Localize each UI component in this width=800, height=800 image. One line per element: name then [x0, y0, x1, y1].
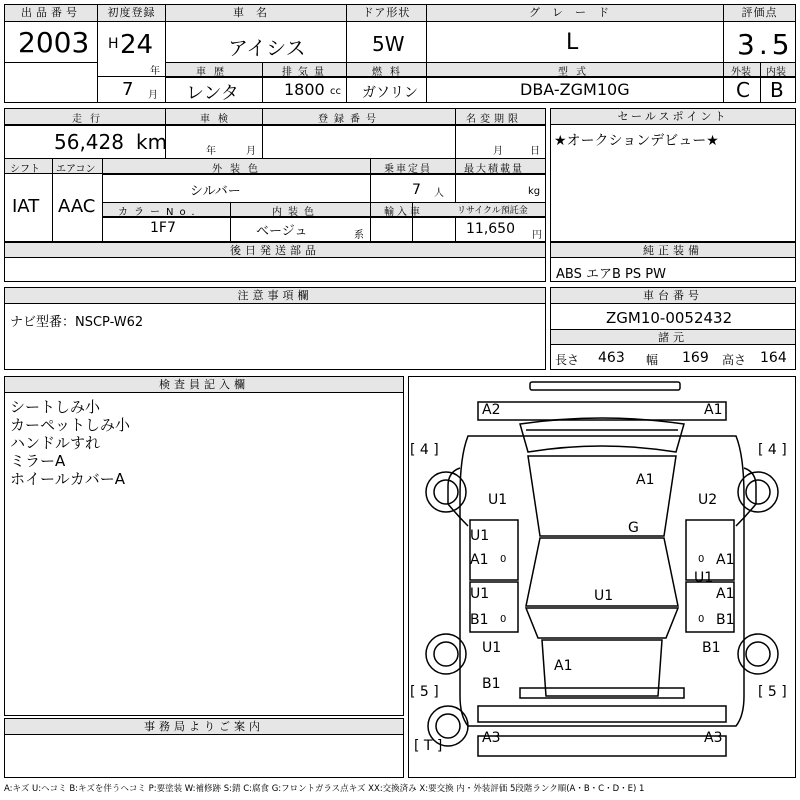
car-name-header: 車名 [166, 5, 346, 22]
dmg-back-door: A1 [554, 658, 573, 674]
inspector-line-4: ミラーA [10, 452, 66, 470]
ext-color: シルバー [190, 184, 241, 199]
shift-header: シフト [10, 164, 40, 175]
dmg-front-door-right-1: A1 [716, 552, 735, 568]
grade: L [566, 30, 579, 55]
dmg-windshield: G [628, 520, 639, 536]
inspector-line-2: カーペットしみ小 [10, 416, 131, 434]
inspector-line-3: ハンドルすれ [10, 434, 101, 452]
capacity-header: 乗車定員 [384, 164, 432, 175]
spare-tire: [ T ] [414, 738, 443, 754]
model-header: 型式 [558, 67, 594, 78]
width: 169 [682, 350, 709, 366]
import-header: 輸入車 [384, 207, 423, 218]
name-change-day-unit: 日 [530, 146, 540, 157]
mark-0a: 0 [500, 554, 507, 565]
inspection-header: 車検 [200, 114, 236, 125]
genuine-equipment-header: 純正装備 [551, 243, 795, 258]
name-change-header: 名変期限 [466, 114, 522, 125]
dmg-hood: A1 [636, 472, 655, 488]
dmg-rocker-left: B1 [482, 676, 501, 692]
dmg-fender-right: U2 [698, 492, 718, 508]
grade-header: グレード [427, 5, 723, 22]
int-color-unit: 系 [354, 230, 364, 241]
length: 463 [598, 350, 625, 366]
lot-no: 2003 [18, 26, 90, 59]
name-change-month-unit: 月 [493, 146, 503, 157]
genuine-equipment: ABS エアB PS PW [556, 267, 666, 282]
dmg-roof: U1 [594, 588, 614, 604]
car-diagram [408, 376, 796, 778]
era: H [108, 36, 119, 52]
max-load-unit: kg [528, 186, 541, 197]
height-label: 高さ [722, 353, 747, 367]
inspector-line-1: シートしみ小 [10, 398, 101, 416]
displacement-unit: cc [330, 86, 341, 97]
fuel-header: 燃料 [372, 67, 408, 78]
notes-header: 注意事項欄 [5, 288, 545, 304]
tire-rear-left: [ 5 ] [410, 684, 439, 700]
dmg-front-left: A2 [482, 402, 501, 418]
score-header: 評価点 [724, 5, 795, 22]
parts-later-header: 後日発送部品 [5, 243, 545, 258]
chassis-header: 車台番号 [551, 288, 795, 304]
history-header: 車歴 [196, 67, 232, 78]
ac-header: エアコン [56, 164, 96, 175]
inspection-year-unit: 年 [206, 146, 216, 157]
recycle-unit: 円 [532, 230, 542, 241]
reg-month: 7 [122, 79, 134, 100]
door-header: ドア形状 [347, 5, 426, 22]
capacity-unit: 人 [434, 188, 444, 199]
legend: A:キズ U:ヘコミ B:キズを伴うヘコミ P:要塗装 W:補修跡 S:錆 C:腐食 G:フロントガラス点キズ XX:交換済み X:要交換 内・外装評価 5段階ランク順(A・B・C・D・E) 1 [4, 784, 645, 794]
dmg-fender-left: U1 [488, 492, 508, 508]
displacement: 1800 [284, 80, 325, 99]
tire-front-left: [ 4 ] [410, 442, 439, 458]
dmg-rear-door-right-3: B1 [716, 612, 735, 628]
month-unit: 月 [148, 90, 158, 101]
dmg-front-door-left-2: A1 [470, 552, 489, 568]
mark-0c: 0 [500, 614, 507, 625]
lot-no-header: 出品番号 [5, 5, 97, 22]
max-load-header: 最大積載量 [464, 164, 524, 175]
exterior-grade: C [736, 78, 750, 102]
first-reg-header: 初度登録 [98, 5, 165, 22]
interior-header: 内装 [766, 67, 786, 78]
length-label: 長さ [555, 353, 580, 367]
mark-0b: 0 [698, 554, 705, 565]
fuel: ガソリン [362, 85, 418, 101]
dmg-quarter-left: U1 [482, 640, 502, 656]
shift: IAT [12, 196, 40, 217]
sales-point: ★オークションデビュー★ [554, 133, 719, 149]
dmg-rear-door-right-2: A1 [716, 586, 735, 602]
reg-year: 24 [120, 30, 154, 60]
dmg-quarter-right: B1 [702, 640, 721, 656]
year-unit: 年 [150, 66, 160, 77]
height: 164 [760, 350, 787, 366]
dmg-rear-right: A3 [704, 730, 723, 746]
notes: ナビ型番：NSCP-W62 [10, 315, 144, 330]
int-color-header: 内装色 [272, 207, 320, 218]
dimensions-header: 諸元 [551, 330, 795, 345]
sales-point-box [550, 108, 796, 242]
color-no-header: カラーNo. [118, 207, 201, 218]
office-header: 事務局よりご案内 [5, 719, 403, 735]
mileage-unit: km [136, 130, 168, 154]
model-code: DBA-ZGM10G [520, 80, 630, 99]
recycle-fee: 11,650 [466, 221, 515, 237]
dmg-rear-left: A3 [482, 730, 501, 746]
tire-front-right: [ 4 ] [758, 442, 787, 458]
color-no: 1F7 [150, 220, 176, 236]
car-name: アイシス [228, 36, 306, 60]
reg-no-header: 登録番号 [318, 114, 382, 125]
exterior-header: 外装 [731, 67, 751, 78]
interior-grade: B [770, 78, 784, 102]
displacement-header: 排気量 [282, 67, 330, 78]
ac: AAC [58, 196, 96, 217]
mark-0d: 0 [698, 614, 705, 625]
car-history: レンタ [186, 83, 239, 104]
dmg-front-right: A1 [704, 402, 723, 418]
dmg-rear-door-right-1: U1 [694, 570, 714, 586]
sales-point-header: セールスポイント [551, 109, 795, 125]
inspector-line-5: ホイールカバーA [10, 470, 125, 488]
door-type: 5W [372, 32, 405, 56]
width-label: 幅 [646, 353, 659, 367]
dmg-front-door-left-1: U1 [470, 528, 490, 544]
inspector-header: 検査員記入欄 [5, 377, 403, 393]
chassis-number: ZGM10-0052432 [606, 309, 733, 327]
mileage-header: 走行 [72, 114, 108, 125]
ext-color-header: 外装色 [212, 164, 266, 175]
int-color: ベージュ [256, 224, 308, 239]
recycle-header: リサイクル預託金 [457, 206, 528, 216]
dmg-rear-door-left-1: U1 [470, 586, 490, 602]
capacity: 7 [412, 182, 421, 198]
inspection-month-unit: 月 [246, 146, 256, 157]
dmg-rear-door-left-2: B1 [470, 612, 489, 628]
score: 3.5 [737, 28, 794, 61]
mileage: 56,428 [54, 130, 124, 154]
tire-rear-right: [ 5 ] [758, 684, 787, 700]
